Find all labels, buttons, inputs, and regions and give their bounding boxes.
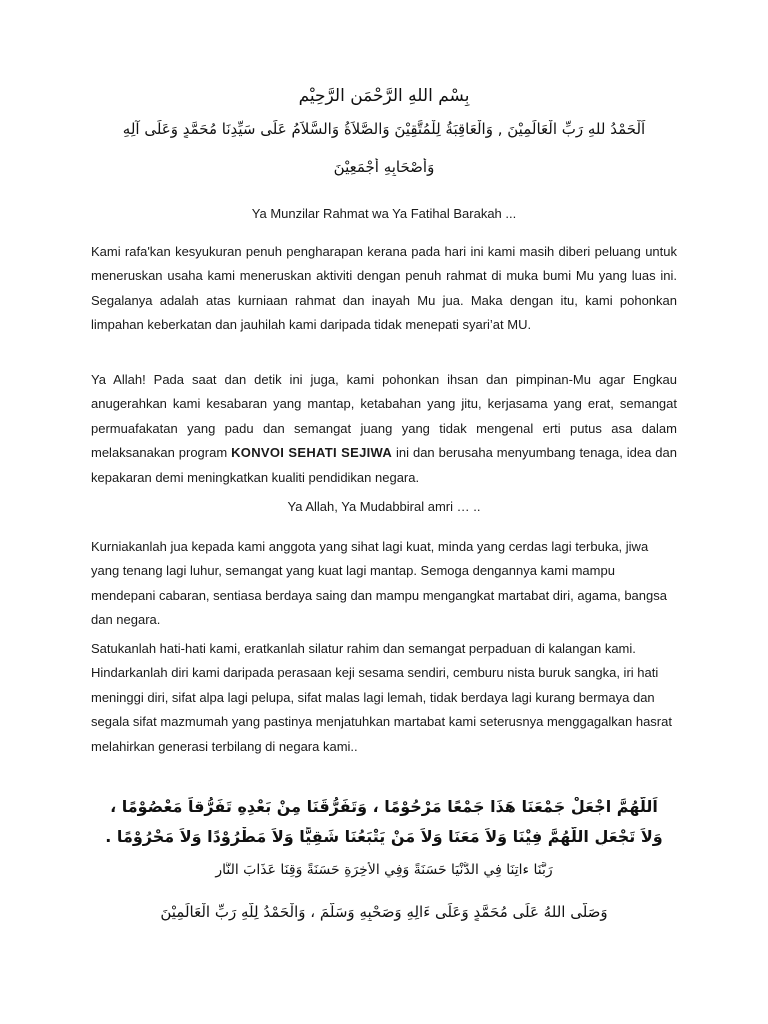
opening-praise-line-1: اَلْحَمْدُ للهِ رَبِّ الْعَالَمِيْنَ , وَالْعَاقِبَةُ لِلْمُتَّقِيْنَ وَالصَّلاَةُ وَالسَّلاَمُ عَلَى سَيِّدِنَا مُحَمَّدٍ وَعَلَى آلِهِ: [122, 120, 646, 138]
paragraph-plea-continuation: ini dan berusaha menyumbang tenaga, idea dan kepakaran demi meningkatkan kualiti pendidikan negara.: [91, 445, 677, 485]
invocation-munzilar-rahmat: Ya Munzilar Rahmat wa Ya Fatihal Barakah ...: [251, 206, 517, 221]
basmalah: بِسْمِ اللهِ الرَّحْمَنِ الرَّحِيْمِ: [298, 86, 470, 106]
paragraph-plea-text: Ya Allah! Pada saat dan detik ini juga, kami pohonkan ihsan dan pimpinan-Mu agar Engkau anugerahkan kami kesabaran yang mantap, ketabahan yang jitu, kerjasama yang erat, semangat permuafakatan yang padu dan semangat juang yang tidak mengenal erti putus asa dalam melaksanakan program: [91, 372, 677, 461]
paragraph-gratitude: Kami rafa'kan kesyukuran penuh pengharapan kerana pada hari ini kami masih diberi peluang untuk meneruskan usaha kami meneruskan aktiviti dengan penuh rahmat di muka bumi Mu yang luas ini. Segalanya adalah atas kurniaan rahmat dan inayah Mu jua. Maka dengan itu, kami pohonkan limpahan keberkatan dan jauhilah kami daripada tidak menepati syari’at MU.: [91, 244, 677, 333]
paragraph-unity: Satukanlah hati-hati kami, eratkanlah silatur rahim dan semangat perpaduan di kalangan kami. Hindarkanlah diri kami daripada perasaan keji sesama sendiri, cemburu nista buruk sangka, iri hati meninggi diri, sifat alpa lagi pelupa, sifat malas lagi lemah, tidak berdaya lagi kurang bermaya dan segala sifat mazmumah yang pastinya menjatuhkan martabat kami seterusnya menggagalkan hasrat melahirkan generasi terbilang di negara kami..: [91, 641, 672, 754]
closing-dua-line-2: وَلاَ تَجْعَلِ اللَّهُمَّ فِيْنَا وَلاَ مَعَنَا وَلاَ مَنْ يَتْبَعُنَا شَقِيًّا وَلاَ مَطْرُوْدًا وَلاَ مَحْرُوْمًا .: [105, 827, 663, 846]
invocation-mudabbiral-amri: Ya Allah, Ya Mudabbiral amri … ..: [287, 499, 481, 514]
paragraph-strength: Kurniakanlah jua kepada kami anggota yang sihat lagi kuat, minda yang cerdas lagi terbuka, jiwa yang tenang lagi luhur, semangat yang kuat lagi mantap. Semoga dengannya kami mampu mendepani cabaran, sentiasa berdaya saing dan mampu mengangkat martabat diri, agama, bangsa dan negara.: [91, 539, 667, 628]
closing-salawat: وَصَلَّى اللهُ عَلَى مُحَمَّدٍ وَعَلَى ءَالِهِ وَصَحْبِهِ وَسَلَّمَ ، وَالْحَمْدُ لِلَّهِ رَبِّ الْعَالَمِيْنَ: [160, 903, 608, 921]
opening-praise-line-2: وَأَصْحَابِهِ أَجْمَعِيْنَ: [333, 158, 435, 176]
closing-dua-rabbana: رَبَّنَا ءاتِنَا فِي الدُّنْيَا حَسَنَةً وَفِي الأَخِرَةِ حَسَنَةً وَقِنَا عَذَابَ النَّارِ: [215, 862, 553, 878]
closing-dua-line-1: اَللَّهُمَّ اجْعَلْ جَمْعَنَا هَذَا جَمْعًا مَرْحُوْمًا ، وَتَفَرُّقَنَا مِنْ بَعْدِهِ تَفَرُّقاً مَعْصُوْمًا ،: [110, 797, 658, 816]
paragraph-plea-for-guidance: [91, 368, 677, 490]
program-name: KONVOI SEHATI SEJIWA: [231, 445, 393, 461]
